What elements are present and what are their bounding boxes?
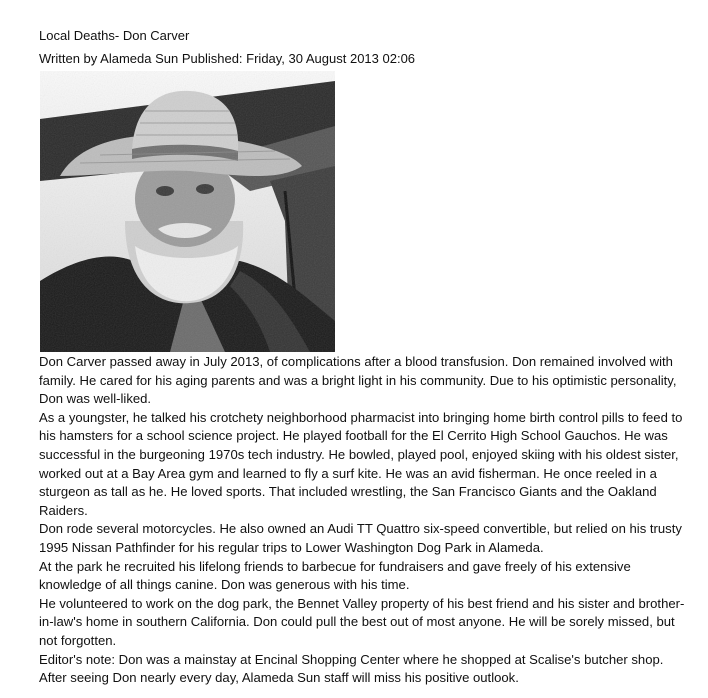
article-paragraph: He volunteered to work on the dog park, the Bennet Valley property of his best friend and his sister and brother-in-law's home in southern California. Don could pull the best out of most anyone. He will be sorely missed, but not forgotten.: [39, 595, 685, 648]
article-paragraph: Don rode several motorcycles. He also owned an Audi TT Quattro six-speed convertible, but relied on his trusty 1995 Nissan Pathfinder for his regular trips to Lower Washington Dog Park in Alameda.: [39, 521, 682, 555]
article-body: [39, 353, 689, 688]
article-title: Local Deaths- Don Carver: [39, 28, 190, 43]
article-paragraph: Don Carver passed away in July 2013, of complications after a blood transfusion. Don remained involved with family. He cared for his aging parents and was a bright light in his community. Due to his optimistic personality, Don was well-liked.: [39, 354, 677, 407]
article-paragraph: At the park he recruited his lifelong friends to barbecue for fundraisers and gave freely of his extensive knowledge of all things canine. Don was generous with his time.: [39, 558, 631, 593]
article-paragraph: Editor's note: Don was a mainstay at Encinal Shopping Center where he shopped at Scalise's butcher shop. After seeing Don nearly every day, Alameda Sun staff will miss his positive outlook.: [39, 651, 664, 686]
article-byline: Written by Alameda Sun Published: Friday, 30 August 2013 02:06: [39, 51, 416, 66]
article-paragraph: As a youngster, he talked his crotchety neighborhood pharmacist into bringing home birth control pills to feed to his hamsters for a school science project. He played football for the El Cerrito High School Gauchos. He was successful in the burgeoning 1970s tech industry. He bowled, played pool, enjoyed skiing with his oldest sister, worked out at a Bay Area gym and learned to fly a surf kite. He was an avid fisherman. He once reeled in a sturgeon as tall as he. He loved sports. That included wrestling, the San Francisco Giants and the Oakland Raiders.: [39, 409, 683, 518]
portrait-photo: [40, 71, 335, 352]
